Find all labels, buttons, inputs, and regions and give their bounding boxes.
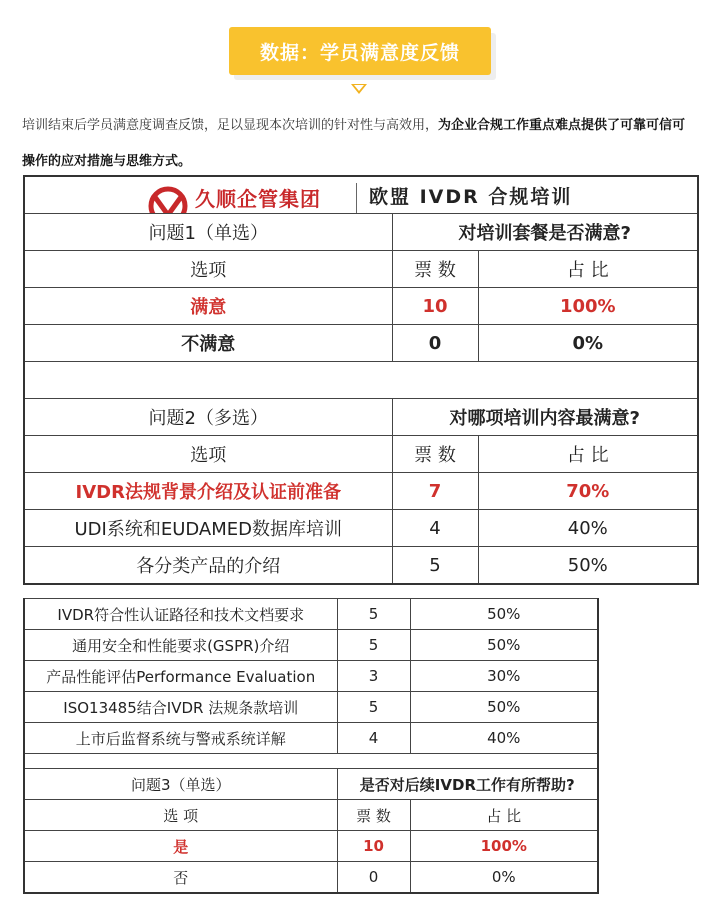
votes-cell: 5 [337, 630, 410, 661]
table-row [24, 510, 698, 547]
q1-question: 对培训套餐是否满意? [392, 214, 698, 251]
header-ratio: 占 比 [478, 436, 698, 473]
votes-cell: 5 [337, 692, 410, 723]
ratio-cell: 50% [478, 547, 698, 585]
option-cell: 各分类产品的介绍 [24, 547, 392, 585]
report-subtitle [369, 211, 572, 214]
header-votes: 票 数 [392, 251, 478, 288]
votes-cell: 10 [392, 288, 478, 325]
votes-cell: 5 [337, 599, 410, 630]
logo-cn: 久顺企管集团 [195, 187, 321, 211]
votes-cell: 0 [337, 862, 410, 894]
option-cell: IVDR符合性认证路径和技术文档要求 [24, 599, 337, 630]
q2-question: 对哪项培训内容最满意? [392, 399, 698, 436]
header-ratio: 占 比 [410, 800, 598, 831]
ratio-cell: 70% [478, 473, 698, 510]
banner-title: 数据：学员满意度反馈 [259, 41, 460, 64]
option-cell: 是 [24, 831, 337, 862]
option-cell: 满意 [24, 288, 392, 325]
header-option: 选 项 [24, 800, 337, 831]
votes-cell: 4 [392, 510, 478, 547]
header-row [24, 436, 698, 473]
table-row [24, 599, 598, 630]
header-ratio: 占 比 [478, 251, 698, 288]
intro-paragraph [22, 108, 698, 180]
option-cell: 不满意 [24, 325, 392, 362]
table-row [24, 862, 598, 894]
table-row [24, 325, 698, 362]
q1-label: 问题1（单选） [24, 214, 392, 251]
option-cell: ISO13485结合IVDR 法规条款培训 [24, 692, 337, 723]
ratio-cell: 0% [410, 862, 598, 894]
option-cell: 上市后监督系统与警戒系统详解 [24, 723, 337, 754]
ratio-cell: 50% [410, 692, 598, 723]
intro-emphasis: 为企业合规工作重点难点提供了可靠可信可操作的应对措施与思维方式。 [22, 118, 686, 169]
company-logo [147, 185, 321, 214]
option-cell: IVDR法规背景介绍及认证前准备 [24, 473, 392, 510]
table-row [24, 473, 698, 510]
votes-cell: 5 [392, 547, 478, 585]
option-cell: 通用安全和性能要求(GSPR)介绍 [24, 630, 337, 661]
votes-cell: 0 [392, 325, 478, 362]
q1-question-row [24, 214, 698, 251]
votes-cell: 10 [337, 831, 410, 862]
ratio-cell: 30% [410, 661, 598, 692]
table-row [24, 661, 598, 692]
header-votes: 票 数 [337, 800, 410, 831]
section-banner [229, 27, 491, 75]
header-votes: 票 数 [392, 436, 478, 473]
ratio-cell: 50% [410, 599, 598, 630]
q3-label: 问题3（单选） [24, 769, 337, 800]
table-row [24, 288, 698, 325]
votes-cell: 4 [337, 723, 410, 754]
q2-label: 问题2（多选） [24, 399, 392, 436]
header-option: 选项 [24, 436, 392, 473]
ratio-cell: 50% [410, 630, 598, 661]
report-header [24, 176, 698, 214]
joysun-logo-icon [147, 185, 189, 214]
option-cell: 产品性能评估Performance Evaluation [24, 661, 337, 692]
ratio-cell: 0% [478, 325, 698, 362]
table-row [24, 547, 698, 585]
table-row [24, 723, 598, 754]
survey-table-continued [23, 598, 597, 894]
votes-cell: 7 [392, 473, 478, 510]
option-cell: 否 [24, 862, 337, 894]
option-cell: UDI系统和EUDAMED数据库培训 [24, 510, 392, 547]
spacer-row [24, 362, 698, 399]
table-row [24, 831, 598, 862]
ratio-cell: 40% [410, 723, 598, 754]
table-row [24, 630, 598, 661]
header-row [24, 251, 698, 288]
header-row [24, 800, 598, 831]
q3-question-row [24, 769, 598, 800]
report-title: 欧盟 IVDR 合规培训 [369, 186, 573, 208]
q2-question-row [24, 399, 698, 436]
votes-cell: 3 [337, 661, 410, 692]
ratio-cell: 40% [478, 510, 698, 547]
ratio-cell: 100% [478, 288, 698, 325]
down-arrow-icon [351, 84, 367, 94]
header-divider [356, 183, 357, 214]
survey-table-main [23, 175, 697, 585]
q3-question: 是否对后续IVDR工作有所帮助? [337, 769, 598, 800]
table-row [24, 692, 598, 723]
intro-normal: 培训结束后学员满意度调查反馈，足以显现本次培训的针对性与高效用， [22, 118, 439, 133]
logo-en [195, 211, 321, 214]
header-option: 选项 [24, 251, 392, 288]
spacer-row [24, 754, 598, 769]
ratio-cell: 100% [410, 831, 598, 862]
